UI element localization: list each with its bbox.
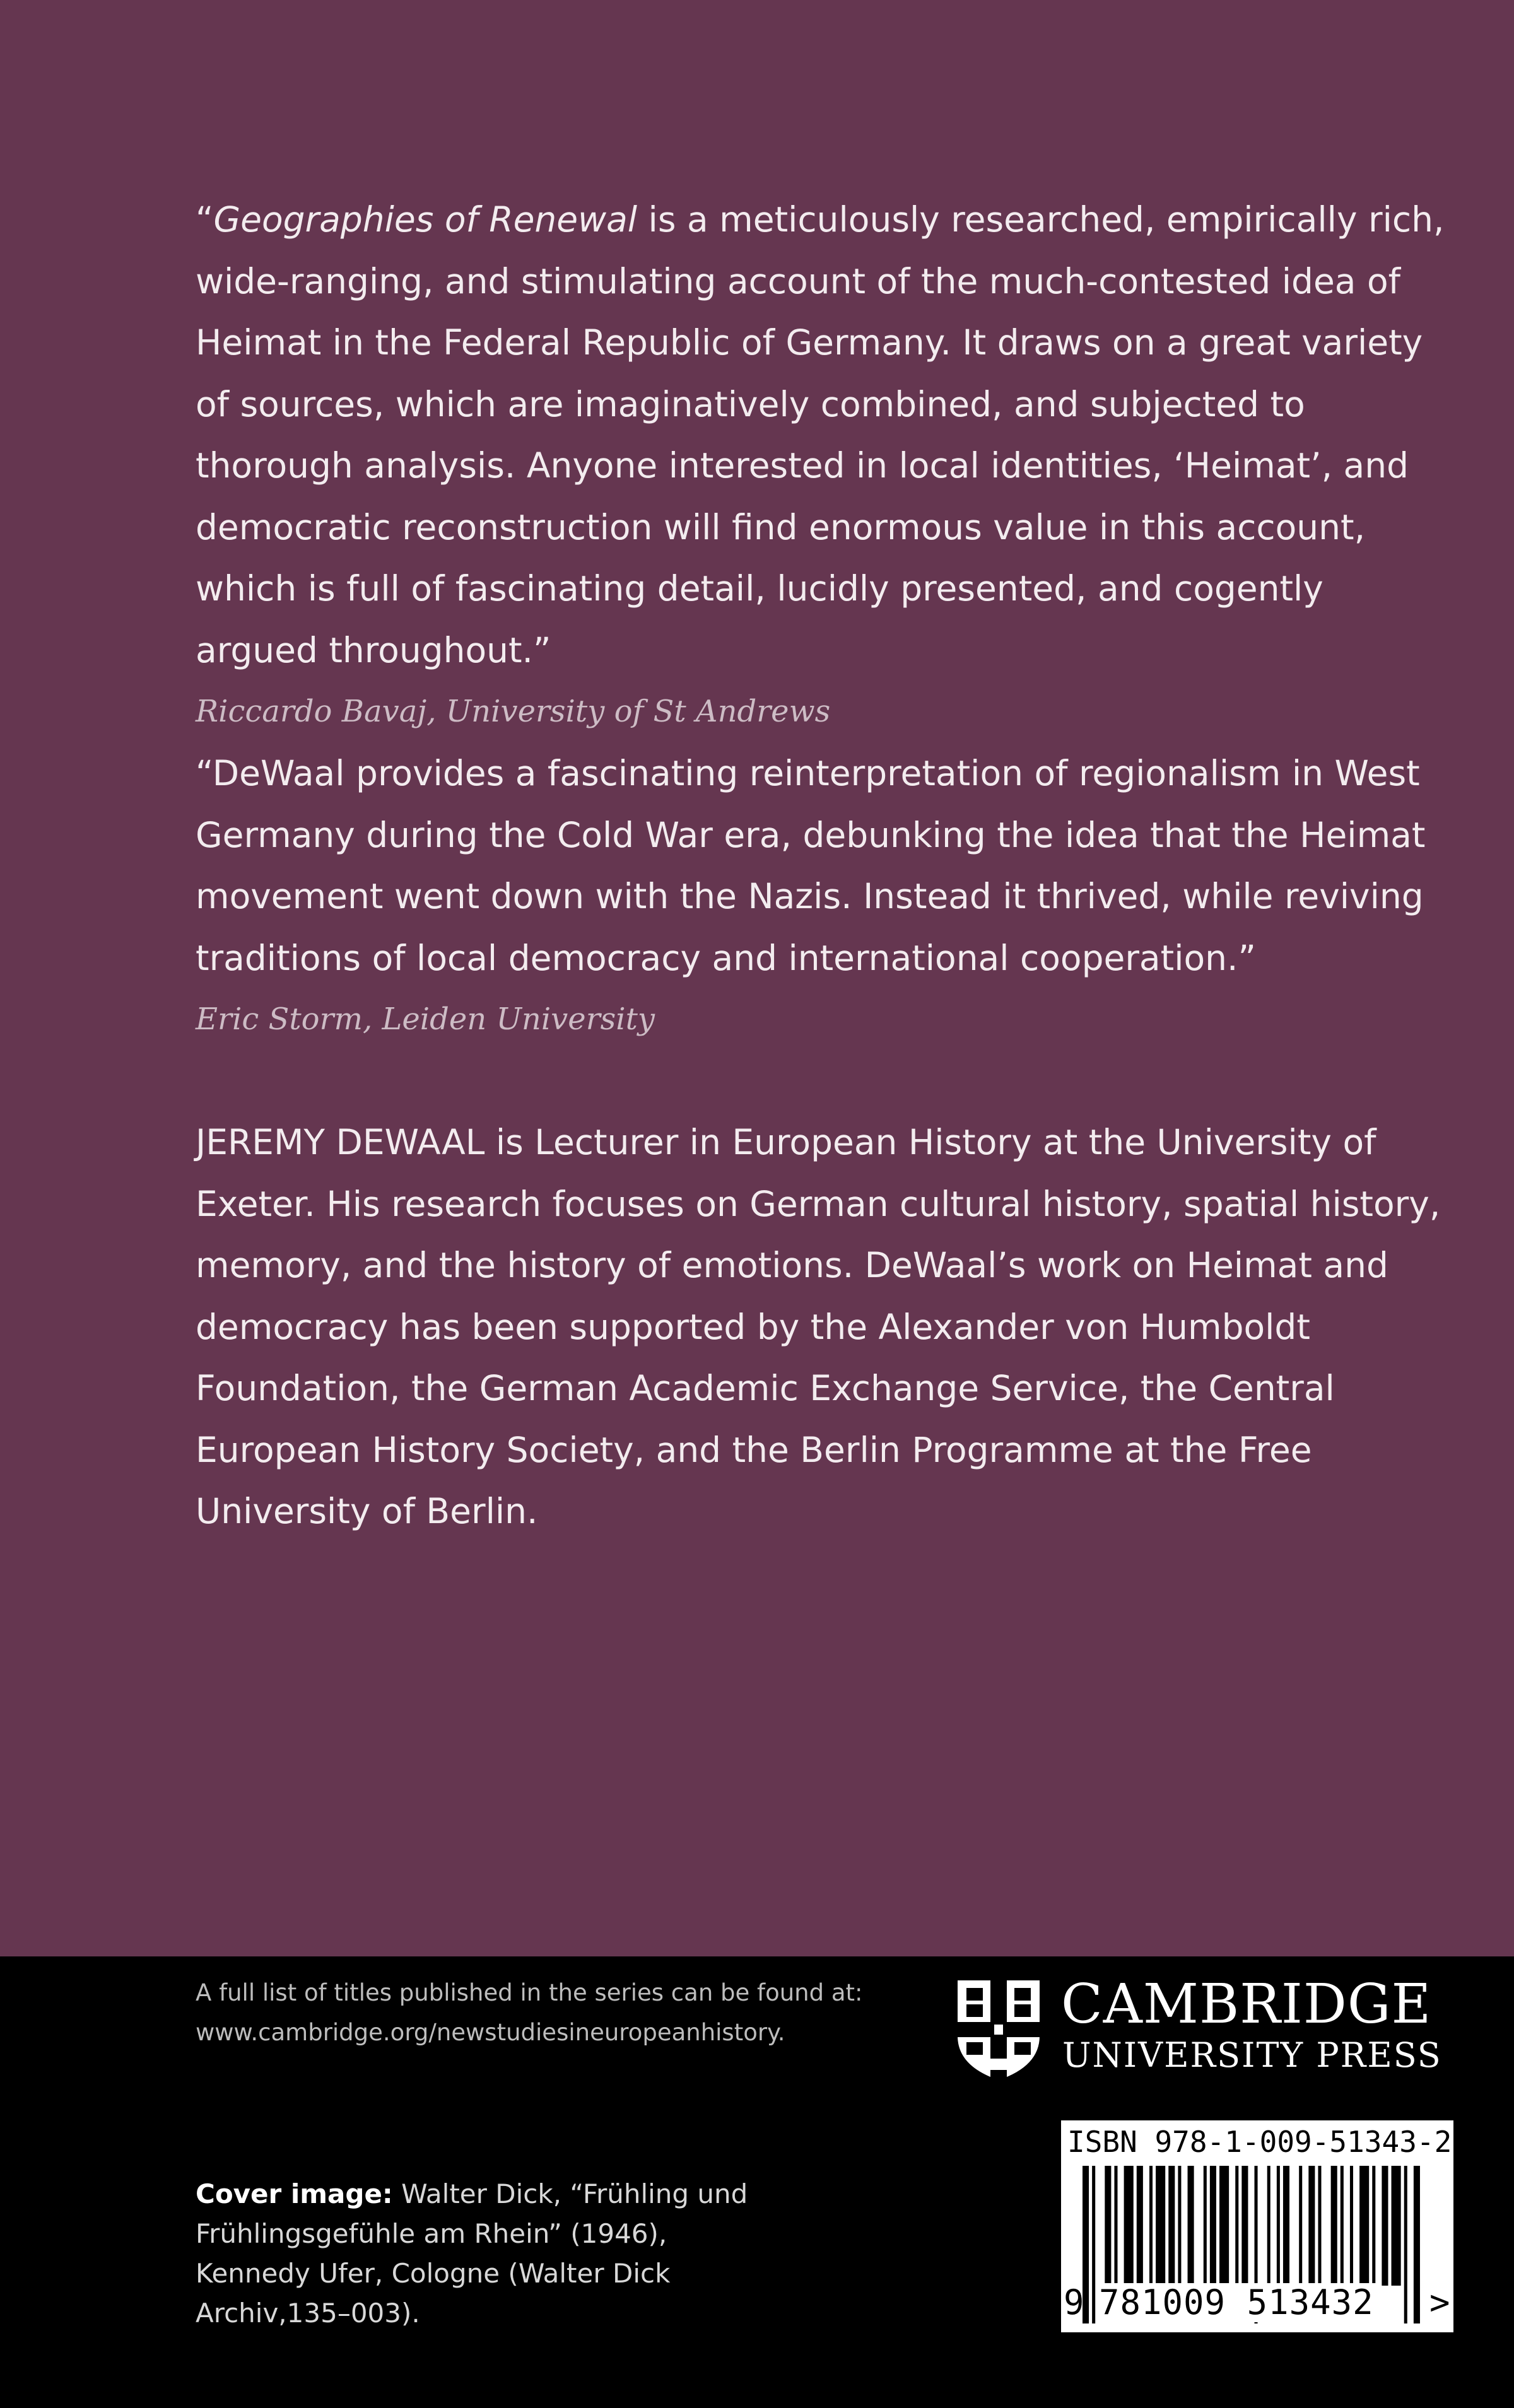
review-quote-2-attribution: Eric Storm, Leiden University xyxy=(196,1002,655,1037)
barcode-bar xyxy=(1178,2166,1181,2286)
series-url: www.cambridge.org/newstudiesineuropeanhistory. xyxy=(196,2019,785,2046)
review-quote-1-text: “Geographies of Renewal is a meticulously researched, empirically rich, wide-ranging, and stimulating account of the much-contested idea of Heimat in the Federal Republic of Germany. It draws on a great variety of sources, which are imaginatively combined, and subjected to thorough analysis. Anyone interested in local identities, ‘Heimat’, and democratic reconstruction will find enormous value in this account, which is full of fascinating detail, lucidly presented, and cogently argued throughout.” xyxy=(196,199,1445,670)
barcode-bar xyxy=(1267,2166,1270,2286)
barcode-bar xyxy=(1404,2166,1407,2323)
barcode-bar xyxy=(1318,2166,1321,2286)
series-info xyxy=(196,1973,889,2052)
university-shield-icon xyxy=(955,1978,1042,2082)
book-title: Geographies of Renewal xyxy=(213,199,638,240)
barcode-bar xyxy=(1235,2166,1238,2286)
barcode-bar xyxy=(1092,2166,1095,2323)
author-bio xyxy=(196,1112,1451,1543)
review-quote-1-attribution: Riccardo Bavaj, University of St Andrews xyxy=(196,694,831,729)
barcode-bar xyxy=(1241,2166,1248,2286)
barcode-bar xyxy=(1372,2166,1375,2286)
isbn-label: ISBN 978-1-009-51343-2 xyxy=(1067,2125,1452,2159)
review-quote-1 xyxy=(196,189,1451,743)
author-bio-text: JEREMY DEWAAL is Lecturer in European History at the University of Exeter. His research focuses on German cultural history, spatial history, memory, and the history of emotions. DeWaal’s work on Heimat and democracy has been supported by the Alexander von Humboldt Foundation, the German Academic Exchange Service, the Central European History Society, and the Berlin Programme at the Free University of Berlin. xyxy=(196,1122,1441,1531)
barcode-bar xyxy=(1341,2166,1344,2286)
barcode-bar xyxy=(1382,2166,1388,2286)
barcode-bar xyxy=(1350,2166,1353,2286)
barcode-first-digit: 9 xyxy=(1064,2282,1084,2322)
publisher-logo xyxy=(955,1973,1453,2085)
review-quote-2-text: “DeWaal provides a fascinating reinterpretation of regionalism in West Germany during the Cold War era, debunking the idea that the Heimat movement went down with the Nazis. Instead it thrived, while reviving traditions of local democracy and international cooperation.” xyxy=(196,753,1426,978)
barcode-bar xyxy=(1283,2166,1289,2286)
publisher-name: CAMBRIDGE xyxy=(1061,1973,1432,2036)
barcode-bar xyxy=(1392,2166,1401,2286)
barcode-bar xyxy=(1331,2166,1337,2286)
barcode-bar xyxy=(1149,2166,1153,2286)
series-info-line1: A full list of titles published in the series can be found at: xyxy=(196,1979,863,2006)
barcode-bar xyxy=(1105,2166,1111,2286)
cover-credit-text: Walter Dick, “Frühling und Frühlingsgefühle am Rhein” (1946), Kennedy Ufer, Cologne (Walter Dick Archiv,135–003). xyxy=(196,2178,748,2329)
barcode-bar xyxy=(1299,2166,1302,2286)
barcode-bar xyxy=(1308,2166,1315,2286)
cover-credit xyxy=(196,2174,763,2333)
cover-credit-label: Cover image: xyxy=(196,2178,393,2209)
barcode-arrow: > xyxy=(1429,2282,1450,2322)
barcode-bar xyxy=(1156,2166,1165,2286)
barcode-bar xyxy=(1188,2166,1194,2286)
barcode-bar xyxy=(1359,2166,1369,2286)
barcode-bar xyxy=(1414,2166,1420,2323)
barcode-bar xyxy=(1168,2166,1175,2286)
barcode-bar xyxy=(1277,2166,1280,2286)
review-quote-2 xyxy=(196,743,1451,1051)
barcode-digits: 781009 513432 xyxy=(1096,2283,1376,2322)
publisher-subname: UNIVERSITY PRESS xyxy=(1062,2035,1442,2075)
barcode-bar xyxy=(1204,2166,1207,2286)
barcode-bar xyxy=(1210,2166,1216,2286)
barcode-bar xyxy=(1137,2166,1143,2286)
isbn-barcode xyxy=(1061,2120,1453,2332)
barcode-bar xyxy=(1124,2166,1134,2286)
barcode-bar xyxy=(1219,2166,1229,2286)
barcode-bar xyxy=(1114,2166,1117,2286)
